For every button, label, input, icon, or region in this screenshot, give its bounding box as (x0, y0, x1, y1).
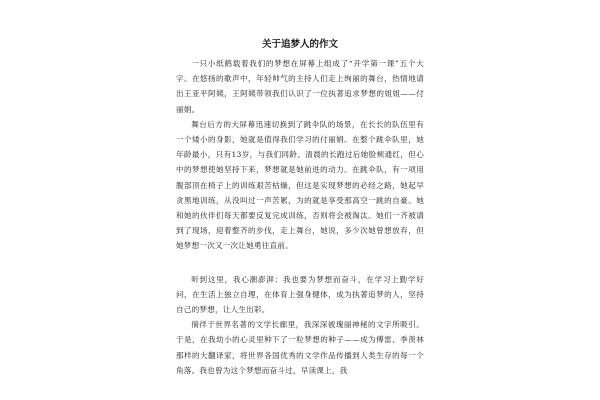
paragraph-4: 徜徉于世界名著的文学长廊里，我深深被瑰丽神秘的文字所吸引。于是，在我幼小的心灵里种下了一粒梦想的种子——成为傅雷、季羡林那样的大翻译家，将世界各国优秀的文学作品传播到人类生存的每一个角落。我也曾为这个梦想而奋斗过，早读课上，我 (176, 320, 424, 375)
paragraph-3: 听到这里，我心潮澎湃；我也要为梦想而奋斗，在学习上勤学好问，在生活上独立自理，在体育上强身健体，成为执著追梦的人，坚持自己的梦想，让人生出彩。 (176, 274, 424, 315)
paragraph-1: 一只小纸鹤载着我们的梦想在屏幕上组成了“开学第一课”五个大字。在悠扬的歌声中，年轻帅气的主持人们走上绚丽的舞台，热情地请出王亚平阿姨，王阿姨带领我们认识了一位执著追求梦想的姐姐——付丽娟。 (176, 59, 424, 114)
paragraph-gap (176, 254, 424, 272)
essay-title: 关于追梦人的作文 (261, 39, 338, 50)
paragraph-2: 舞台后方的大屏幕迅速切换到了跳伞队的场景，在长长的队伍里有一个矮小的身影，她就是值得我们学习的付丽娟。在整个跳伞队里，她年龄最小，只有13岁，与我们同龄。清晨的长跑过后她脸颊通红，但心中的梦想使她坚持下来，梦想就是她前进的动力。在跳伞队，有一项用腹部顶在椅子上的训练艰苦枯燥，但这是实现梦想的必经之路，她起早贪黑地训练，从没叫过一声苦累，为的就是享受那高空一跳的自豪。她和她的伙伴们每天都要反复完成训练，否则将会被淘汰。她们一齐被请到了现场，迎着整齐的步伐，走上舞台，她说，多少次她曾想放弃，但她梦想一次又一次让她勇往直前。 (176, 119, 424, 251)
essay-body (176, 36, 424, 396)
